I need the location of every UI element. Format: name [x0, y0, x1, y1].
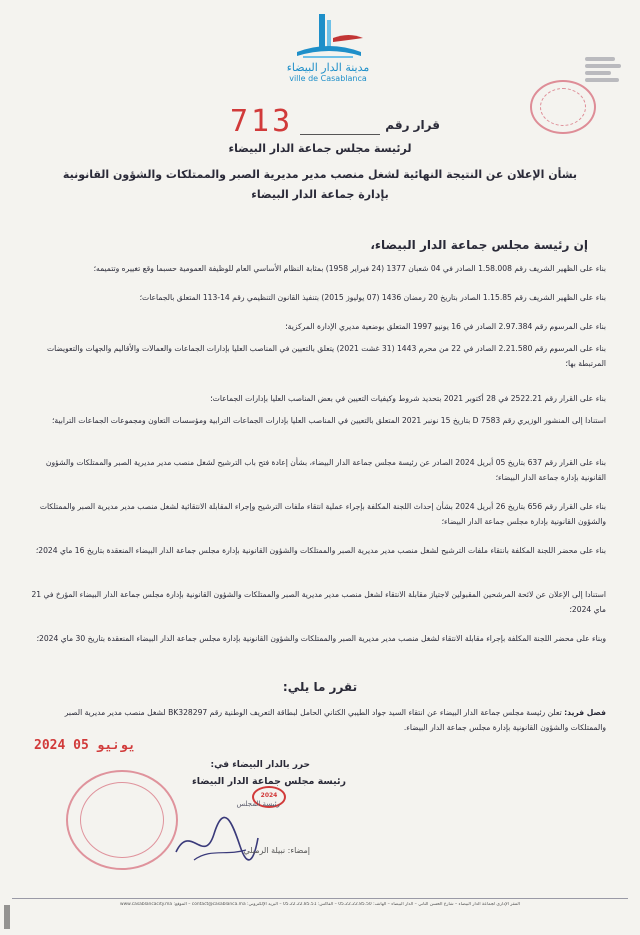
subject-line-1: بشأن الإعلان عن النتيجة النهائية لشغل منصب مدير مديرية الصبر والممتلكات والشؤون القانونية	[62, 168, 578, 181]
single-article	[28, 706, 606, 735]
city-name-french: ville de Casablanca	[289, 74, 367, 83]
decision-number-line	[210, 104, 440, 138]
consideration-5: بناء على القرار رقم 2522.21 في 28 أكتوبر 2021 بتحديد شروط وكيفيات التعيين في بعض المناصب العليا بإدارات الجماعات؛	[210, 394, 606, 403]
footer-divider	[12, 898, 628, 899]
article-text: تعلن رئيسة مجلس جماعة الدار البيضاء عن انتقاء السيد جواد الطيبي الكتاني الحامل لبطاقة التعريف الوطنية رقم BK328297 لشغل منصب مدير مديرية الصبر والممتلكات والشؤون القانونية بإدارة مجلس جماعة الدار البيضاء.	[64, 708, 606, 732]
decision-label: قرار رقم	[385, 118, 440, 132]
signer-title: رئيسة مجلس جماعة الدار البيضاء	[191, 776, 346, 787]
consideration-6: استنادا إلى المنشور الوزيري رقم D 7583 بتاريخ 15 نونبر 2021 المتعلق بالتعيين في المناصب العليا بإدارات الجماعات الترابية ومؤسسات التعاون ومجموعات الجماعات الترابية؛	[51, 416, 606, 425]
official-seal	[66, 770, 178, 870]
handwritten-signature	[170, 812, 260, 872]
city-logo	[268, 12, 388, 94]
consideration-9: بناء على محضر اللجنة المكلفة بانتقاء ملفات الترشيح لشغل منصب مدير مديرية الصبر والممتلكات والشؤون القانونية بإدارة مجلس جماعة الدار البيضاء المنعقدة بتاريخ 16 ماي 2024؛	[35, 546, 606, 555]
registry-stamp	[530, 80, 596, 134]
decision-number: 713	[230, 104, 294, 139]
city-name-arabic: مدينة الدار البيضاء	[286, 61, 370, 74]
signature-caption: إمضاء: نبيلة الرميلي	[243, 846, 310, 855]
subject-line-2: بإدارة جماعة الدار البيضاء	[251, 188, 389, 201]
casablanca-emblem-icon	[289, 12, 367, 62]
consideration-8: بناء على القرار رقم 656 بتاريخ 26 أبريل 2024 بشأن إحداث اللجنة المكلفة بإجراء عملية انتقاء ملفات الترشيح وإجراء المقابلة الانتقائية لشغل منصب مدير مديرية الصبر والممتلكات والشؤون القانونية بإدارة مجلس جماعة الدار البيضاء؛	[39, 502, 606, 526]
consideration-1: بناء على الظهير الشريف رقم 1.58.008 الصادر في 04 شعبان 1377 (24 فبراير 1958) بمثابة النظام الأساسي العام للوظيفة العمومية حسبما وقع تغييره وتتميمه؛	[93, 264, 606, 273]
article-label: فصل فريد:	[564, 708, 606, 717]
issuer-title: لرئيسة مجلس جماعة الدار البيضاء	[228, 142, 412, 155]
date-stamp: 2024 يونيو 05	[34, 738, 136, 753]
consideration-2: بناء على الظهير الشريف رقم 1.15.85 الصادر بتاريخ 20 رمضان 1436 (07 يوليوز 2015) بتنفيذ القانون التنظيمي رقم 14-113 المتعلق بالجماعات؛	[139, 293, 606, 302]
body-opening: إن رئيسة مجلس جماعة الدار البيضاء،	[370, 238, 588, 252]
footer-address: المقر الإداري لجماعة الدار البيضاء – شارع الحسن الثاني – الدار البيضاء – الهاتف: 05.22.22.85.50 – الفاكس: 05.22.22.85.51 – البريد الإلكتروني: contact@casablanca.ma – الموقع: www.casablancacity.ma	[120, 902, 520, 907]
consideration-7: بناء على القرار رقم 637 بتاريخ 05 أبريل 2024 الصادر عن رئيسة مجلس جماعة الدار البيضاء، بشأن إعادة فتح باب الترشيح لشغل منصب مدير مديرية الصبر والممتلكات والشؤون القانونية بإدارة جماعة الدار البيضاء؛	[45, 458, 606, 482]
margin-registry-notes	[585, 54, 625, 85]
consideration-10: استنادا إلى الإعلان عن لائحة المرشحين المقبولين لاجتياز مقابلة الانتقاء لشغل منصب مدير مديرية الصبر والممتلكات والشؤون القانونية بإدارة مجلس جماعة الدار البيضاء المؤرخ في 21 ماي 2024؛	[31, 590, 606, 614]
decides-heading: تقرر ما يلي:	[282, 680, 358, 694]
consideration-4: بناء على المرسوم رقم 2.21.580 الصادر في 22 من محرم 1443 (31 غشت 2021) يتعلق بالتعيين في المناصب العليا بإدارات الجماعات والعمالات والأقاليم والجهات والتعويضات المرتبطة بها؛	[46, 344, 606, 368]
small-red-stamp: 2024	[252, 786, 286, 808]
scan-edge-mark	[4, 905, 10, 929]
made-in-label: حرر بالدار البيضاء في:	[210, 760, 310, 770]
signer-line: رئيسة المجلس	[236, 800, 280, 808]
consideration-3: بناء على المرسوم رقم 2.97.384 الصادر في 16 يونيو 1997 المتعلق بوضعية مديري الإدارة المركزية؛	[285, 322, 606, 331]
consideration-11: وبناء على محضر اللجنة المكلفة بإجراء مقابلة الانتقاء لشغل منصب مدير مديرية الصبر والممتلكات والشؤون القانونية بإدارة مجلس جماعة الدار البيضاء المنعقدة بتاريخ 30 ماي 2024؛	[36, 634, 606, 643]
